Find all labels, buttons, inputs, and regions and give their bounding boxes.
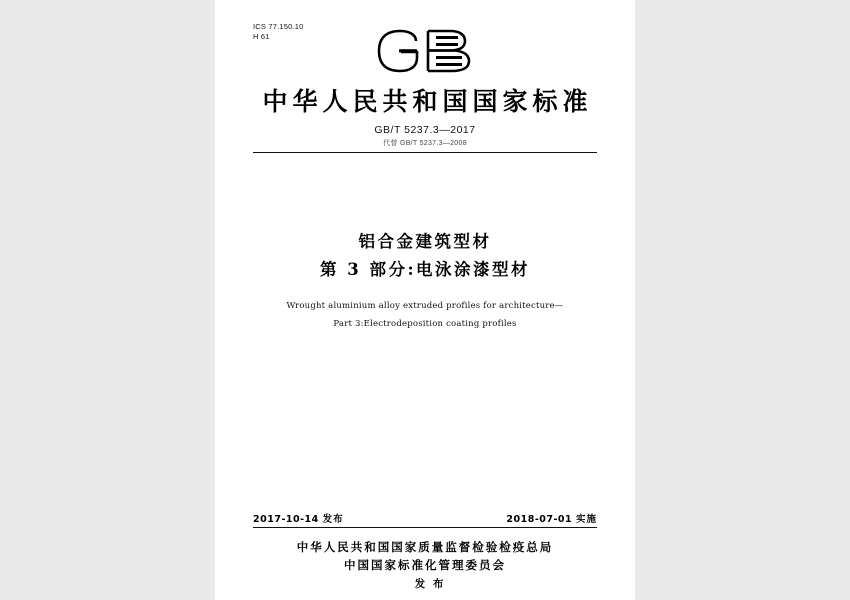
divider-bottom	[253, 527, 597, 528]
document-title-cn	[215, 228, 635, 284]
issue-date-group	[253, 511, 344, 525]
dates-row	[253, 511, 597, 525]
page-title: 中华人民共和国国家标准	[262, 87, 593, 116]
gb-logo	[215, 28, 635, 79]
issue-date: 2017-10-14	[253, 514, 319, 525]
effective-date-label: 实施	[575, 514, 597, 525]
replaces-note: 代替 GB/T 5237.3—2008	[383, 140, 467, 147]
effective-date-group	[506, 511, 597, 525]
document-page	[215, 0, 635, 600]
ics-code: ICS 77.150.10	[253, 22, 304, 31]
publisher-line-1: 中华人民共和国国家质量监督检验检疫总局	[296, 540, 554, 554]
classification-code: H 61	[253, 32, 270, 41]
document-title-en	[215, 297, 635, 333]
divider-top	[253, 152, 597, 153]
publisher-names	[215, 538, 635, 574]
standard-number: GB/T 5237.3—2017	[374, 124, 476, 136]
publisher-action: 发 布	[414, 578, 446, 590]
document-title-en-line2: Part 3:Electrodeposition coating profiles	[333, 319, 517, 329]
effective-date: 2018-07-01	[506, 514, 573, 525]
document-title-cn-line2: 第 3 部分:电泳涂漆型材	[319, 260, 531, 279]
document-title-cn-line1: 铝合金建筑型材	[358, 232, 492, 251]
issue-date-label: 发布	[322, 514, 344, 525]
document-title-en-line1: Wrought aluminium alloy extruded profiles for architecture—	[286, 301, 564, 311]
publisher-line-2: 中国国家标准化管理委员会	[344, 558, 506, 572]
standard-number-block	[215, 124, 635, 148]
publisher-block	[215, 538, 635, 592]
